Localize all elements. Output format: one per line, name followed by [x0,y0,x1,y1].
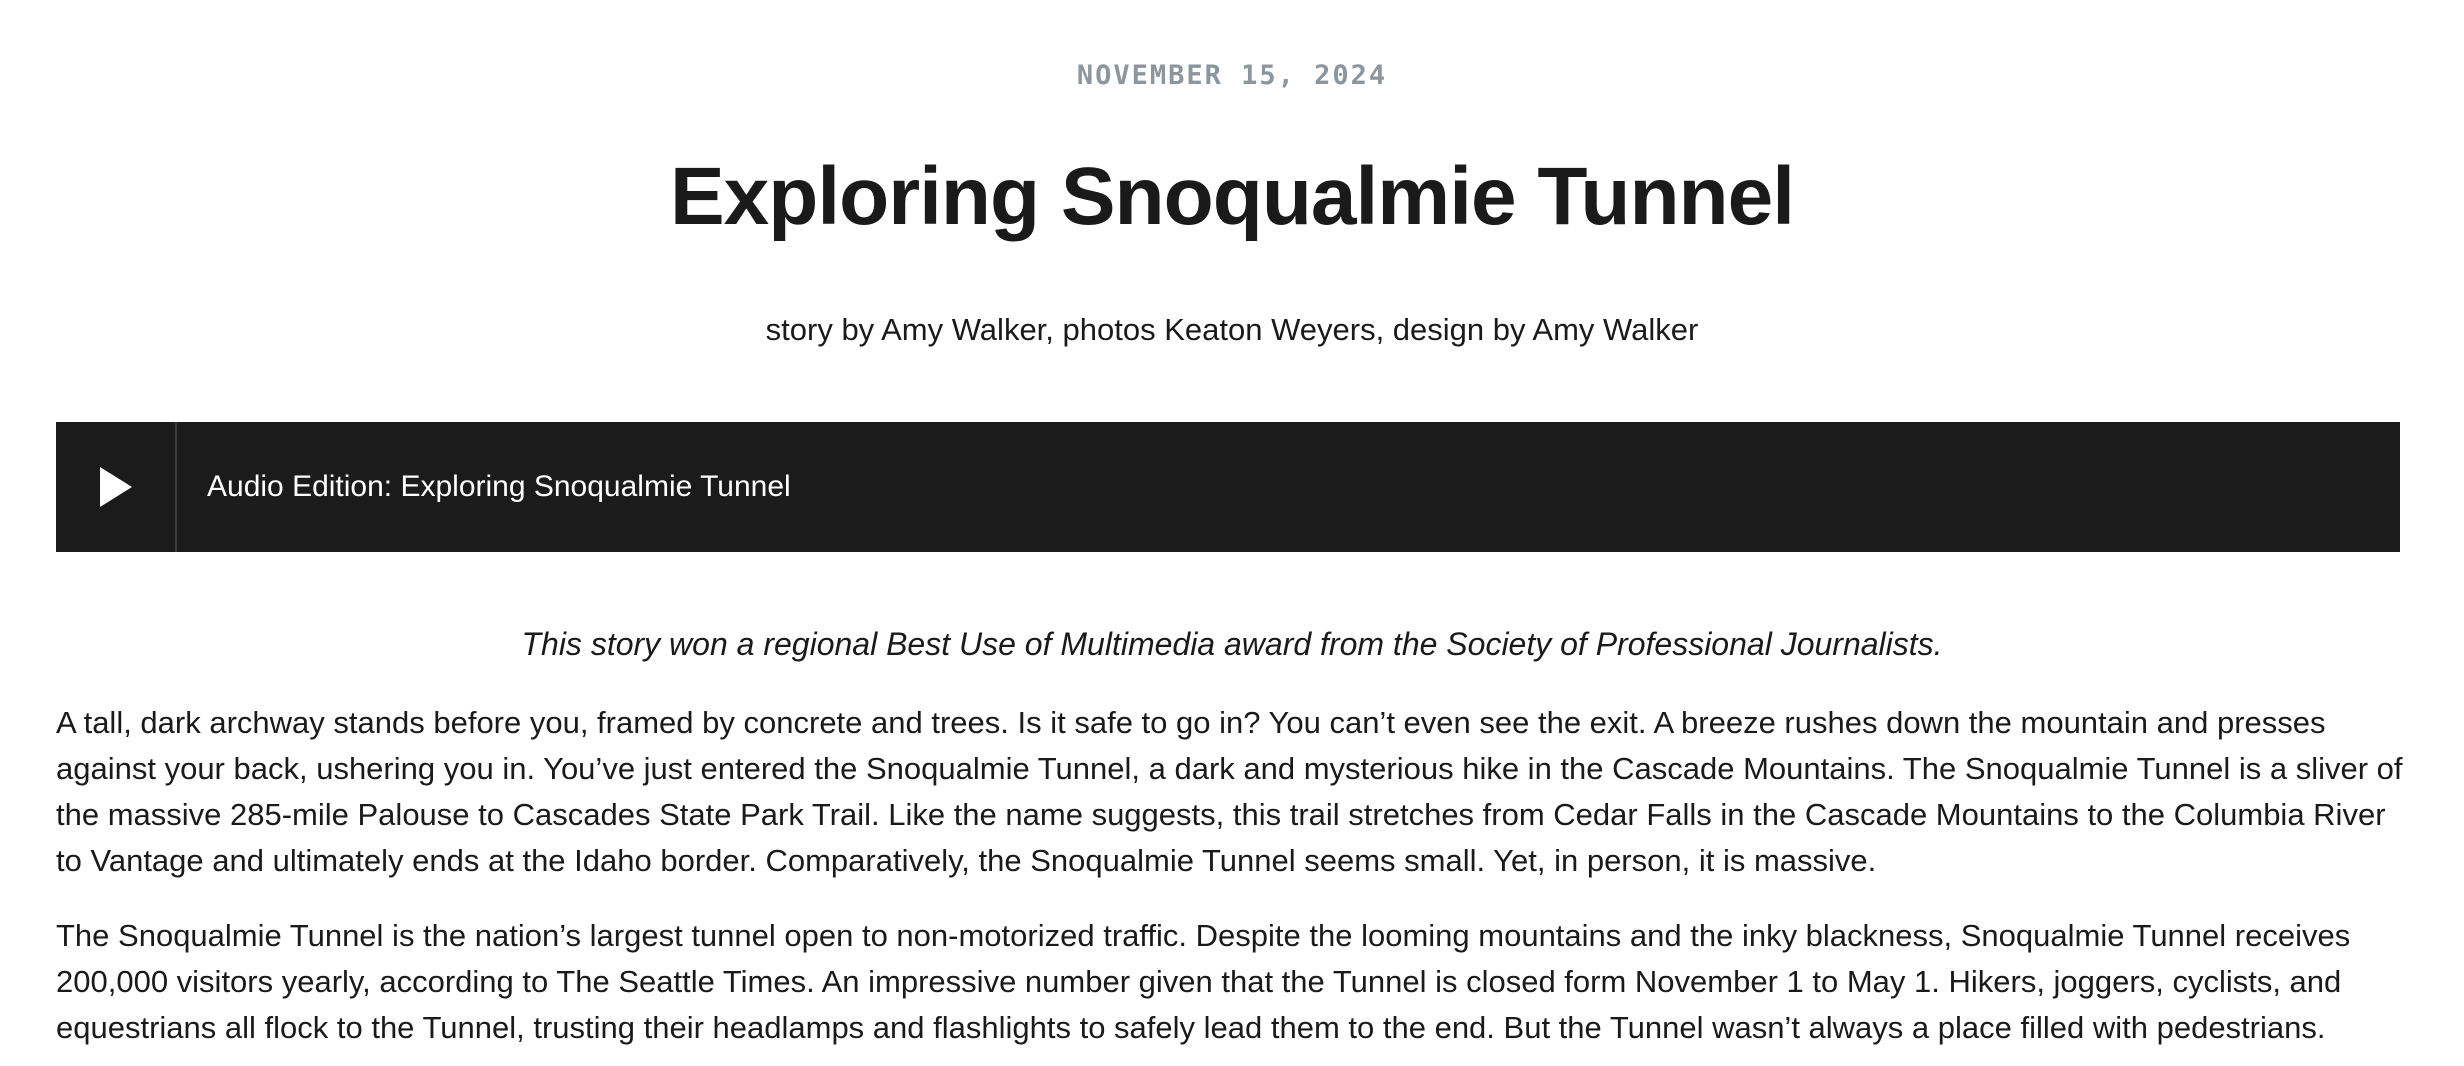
play-icon [98,465,134,509]
body-paragraph: The Snoqualmie Tunnel is the nation’s largest tunnel open to non-motorized traffic. Despite the looming mountains and the inky blackness, Snoqualmie Tunnel receives 200,000 visitors yearly, according to The Seattle Times. An impressive number given that the Tunnel is closed form November 1 to May 1. Hikers, joggers, cyclists, and equestrians all flock to the Tunnel, trusting their headlamps and flashlights to safely lead them to the end. But the Tunnel wasn’t always a place filled with pedestrians. [56,918,2351,1045]
award-note: This story won a regional Best Use of Multimedia award from the Society of Professional Journalists. [521,626,1943,662]
article-title: Exploring Snoqualmie Tunnel [669,151,1795,242]
body-paragraph: A tall, dark archway stands before you, framed by concrete and trees. Is it safe to go in? You can’t even see the exit. A breeze rushes down the mountain and presses against your back, ushering you in. You’ve just entered the Snoqualmie Tunnel, a dark and mysterious hike in the Cascade Mountains. The Snoqualmie Tunnel is a sliver of the massive 285-mile Palouse to Cascades State Park Trail. Like the name suggests, this trail stretches from Cedar Falls in the Cascade Mountains to the Columbia River to Vantage and ultimately ends at the Idaho border. Comparatively, the Snoqualmie Tunnel seems small. Yet, in person, it is massive. [56,705,2403,878]
article-date: NOVEMBER 15, 2024 [1076,60,1388,91]
audio-player [56,422,2400,552]
audio-title: Audio Edition: Exploring Snoqualmie Tunnel [207,470,791,503]
article-byline: story by Amy Walker, photos Keaton Weyers, design by Amy Walker [765,312,1699,347]
audio-play-button[interactable] [56,422,177,552]
